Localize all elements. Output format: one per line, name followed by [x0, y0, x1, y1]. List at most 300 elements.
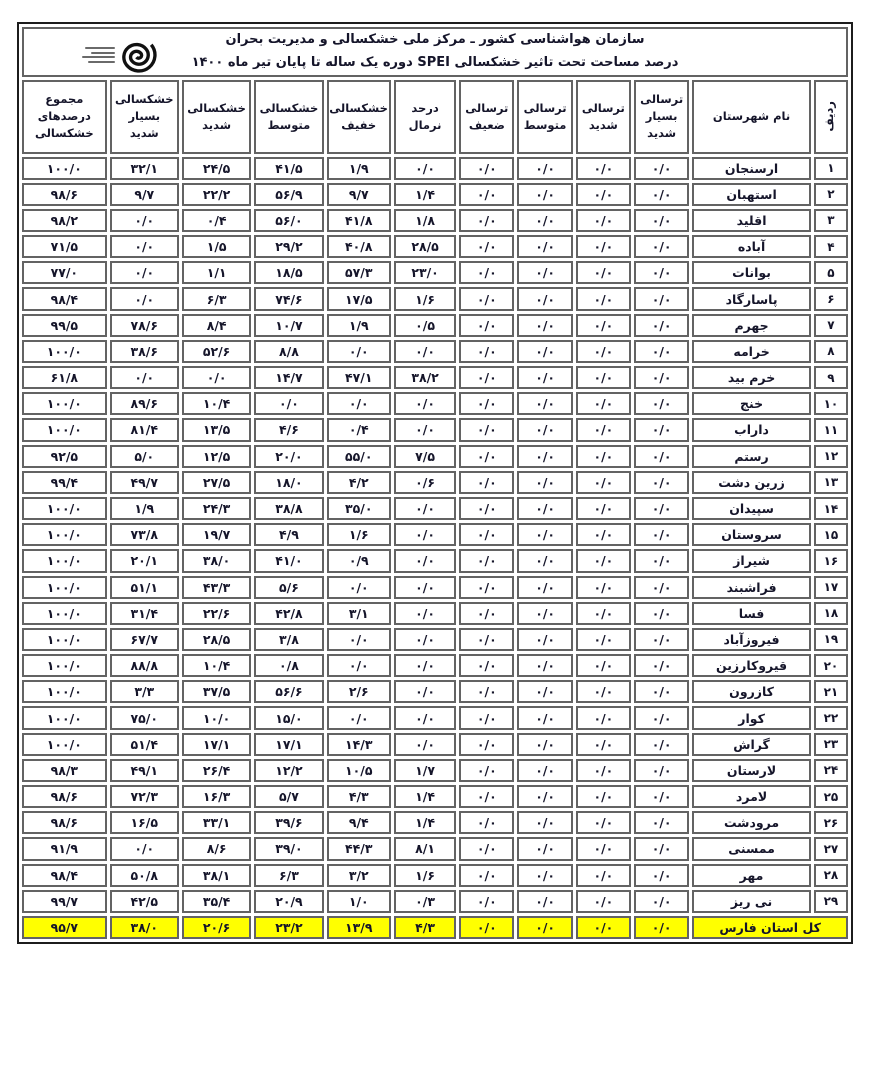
value-cell: ۰/۰ — [517, 706, 572, 729]
value-cell: ۸/۴ — [182, 314, 251, 337]
row-number-cell: ۶ — [814, 287, 848, 310]
county-name-cell: ارسنجان — [692, 157, 811, 180]
value-cell: ۳۱/۴ — [110, 602, 179, 625]
col-drought-very-severe: خشکسالی بسیار شدید — [110, 80, 179, 154]
value-cell: ۱۰۰/۰ — [22, 602, 107, 625]
value-cell: ۵/۷ — [254, 785, 323, 808]
report-subtitle: درصد مساحت تحت تاثیر خشکسالی SPEI دوره یک ساله تا پایان تیر ماه ۱۴۰۰ — [191, 54, 679, 70]
value-cell: ۵۲/۶ — [182, 340, 251, 363]
value-cell: ۰/۰ — [459, 471, 514, 494]
total-value-cell: ۰/۰ — [517, 916, 572, 939]
row-number-cell: ۲۹ — [814, 890, 848, 913]
value-cell: ۱۹/۷ — [182, 523, 251, 546]
value-cell: ۰/۰ — [517, 602, 572, 625]
value-cell: ۰/۰ — [459, 602, 514, 625]
value-cell: ۳/۲ — [327, 864, 391, 887]
col-total-drought: مجموع درصدهای خشکسالی — [22, 80, 107, 154]
col-drought-moderate: خشکسالی متوسط — [254, 80, 323, 154]
value-cell: ۵۶/۹ — [254, 183, 323, 206]
value-cell: ۲/۶ — [327, 680, 391, 703]
value-cell: ۰/۰ — [459, 366, 514, 389]
value-cell: ۳/۳ — [110, 680, 179, 703]
value-cell: ۰/۰ — [517, 157, 572, 180]
value-cell: ۰/۰ — [182, 366, 251, 389]
value-cell: ۰/۰ — [110, 209, 179, 232]
value-cell: ۰/۰ — [459, 235, 514, 258]
table-row — [22, 287, 848, 310]
value-cell: ۲۲/۶ — [182, 602, 251, 625]
value-cell: ۳۹/۶ — [254, 811, 323, 834]
table-row — [22, 706, 848, 729]
value-cell: ۰/۰ — [394, 680, 456, 703]
county-name-cell: استهبان — [692, 183, 811, 206]
value-cell: ۳۸/۶ — [110, 340, 179, 363]
county-name-cell: گراش — [692, 733, 811, 756]
value-cell: ۲۷/۵ — [182, 471, 251, 494]
value-cell: ۱۶/۳ — [182, 785, 251, 808]
header-row — [22, 80, 848, 154]
value-cell: ۱/۸ — [394, 209, 456, 232]
table-row — [22, 733, 848, 756]
value-cell: ۰/۰ — [634, 209, 689, 232]
county-name-cell: بوانات — [692, 261, 811, 284]
row-number-cell: ۲۲ — [814, 706, 848, 729]
value-cell: ۶۱/۸ — [22, 366, 107, 389]
col-normal: درحد نرمال — [394, 80, 456, 154]
value-cell: ۴/۲ — [327, 471, 391, 494]
value-cell: ۰/۰ — [517, 549, 572, 572]
county-name-cell: قیروکارزین — [692, 654, 811, 677]
county-name-cell: پاسارگاد — [692, 287, 811, 310]
value-cell: ۳۵/۰ — [327, 497, 391, 520]
value-cell: ۴۹/۱ — [110, 759, 179, 782]
value-cell: ۰/۰ — [517, 628, 572, 651]
value-cell: ۰/۰ — [517, 471, 572, 494]
value-cell: ۰/۰ — [459, 837, 514, 860]
value-cell: ۱/۱ — [182, 261, 251, 284]
county-name-cell: داراب — [692, 418, 811, 441]
row-number-cell: ۱۶ — [814, 549, 848, 572]
value-cell: ۰/۰ — [517, 654, 572, 677]
value-cell: ۰/۶ — [394, 471, 456, 494]
value-cell: ۳۲/۱ — [110, 157, 179, 180]
value-cell: ۰/۰ — [576, 523, 631, 546]
value-cell: ۱/۴ — [394, 811, 456, 834]
value-cell: ۵۶/۶ — [254, 680, 323, 703]
value-cell: ۰/۰ — [459, 576, 514, 599]
table-row — [22, 497, 848, 520]
value-cell: ۰/۰ — [517, 759, 572, 782]
row-number-cell: ۲۱ — [814, 680, 848, 703]
value-cell: ۷۵/۰ — [110, 706, 179, 729]
value-cell: ۹/۷ — [327, 183, 391, 206]
value-cell: ۰/۰ — [517, 209, 572, 232]
value-cell: ۰/۰ — [327, 654, 391, 677]
value-cell: ۰/۰ — [394, 576, 456, 599]
total-value-cell: ۱۳/۹ — [327, 916, 391, 939]
value-cell: ۰/۰ — [576, 261, 631, 284]
value-cell: ۴/۹ — [254, 523, 323, 546]
value-cell: ۸۸/۸ — [110, 654, 179, 677]
value-cell: ۹۱/۹ — [22, 837, 107, 860]
value-cell: ۳۹/۰ — [254, 837, 323, 860]
value-cell: ۲۳/۰ — [394, 261, 456, 284]
value-cell: ۹/۷ — [110, 183, 179, 206]
value-cell: ۰/۰ — [459, 890, 514, 913]
value-cell: ۰/۰ — [634, 523, 689, 546]
value-cell: ۵۱/۱ — [110, 576, 179, 599]
value-cell: ۳۳/۱ — [182, 811, 251, 834]
table-row — [22, 864, 848, 887]
value-cell: ۰/۰ — [634, 549, 689, 572]
value-cell: ۳۸/۱ — [182, 864, 251, 887]
value-cell: ۴۲/۵ — [110, 890, 179, 913]
value-cell: ۱۰۰/۰ — [22, 706, 107, 729]
table-row — [22, 654, 848, 677]
row-number-cell: ۳ — [814, 209, 848, 232]
value-cell: ۹۲/۵ — [22, 445, 107, 468]
value-cell: ۰/۰ — [576, 549, 631, 572]
value-cell: ۹۸/۴ — [22, 287, 107, 310]
value-cell: ۰/۰ — [459, 418, 514, 441]
value-cell: ۰/۰ — [459, 445, 514, 468]
value-cell: ۰/۰ — [634, 733, 689, 756]
value-cell: ۰/۰ — [576, 366, 631, 389]
value-cell: ۰/۰ — [517, 287, 572, 310]
value-cell: ۷۲/۳ — [110, 785, 179, 808]
value-cell: ۰/۰ — [517, 864, 572, 887]
value-cell: ۰/۳ — [394, 890, 456, 913]
value-cell: ۱۶/۵ — [110, 811, 179, 834]
table-row — [22, 235, 848, 258]
value-cell: ۰/۰ — [576, 785, 631, 808]
value-cell: ۳۸/۸ — [254, 497, 323, 520]
row-number-cell: ۴ — [814, 235, 848, 258]
value-cell: ۰/۰ — [110, 287, 179, 310]
col-row-number: ردیف — [814, 80, 848, 154]
value-cell: ۰/۰ — [517, 392, 572, 415]
value-cell: ۳۷/۵ — [182, 680, 251, 703]
value-cell: ۰/۰ — [327, 706, 391, 729]
total-label-cell: کل استان فارس — [692, 916, 848, 939]
value-cell: ۰/۰ — [634, 261, 689, 284]
value-cell: ۱۸/۵ — [254, 261, 323, 284]
row-number-cell: ۹ — [814, 366, 848, 389]
county-name-cell: جهرم — [692, 314, 811, 337]
value-cell: ۰/۰ — [459, 209, 514, 232]
row-number-cell: ۱۹ — [814, 628, 848, 651]
value-cell: ۱۷/۱ — [182, 733, 251, 756]
value-cell: ۰/۰ — [576, 628, 631, 651]
row-number-cell: ۲۰ — [814, 654, 848, 677]
county-name-cell: خنج — [692, 392, 811, 415]
col-county-name: نام شهرستان — [692, 80, 811, 154]
county-name-cell: اقلید — [692, 209, 811, 232]
value-cell: ۰/۰ — [576, 471, 631, 494]
value-cell: ۰/۰ — [634, 340, 689, 363]
value-cell: ۲۹/۲ — [254, 235, 323, 258]
value-cell: ۵/۰ — [110, 445, 179, 468]
value-cell: ۰/۰ — [459, 261, 514, 284]
col-drought-mild: خشکسالی خفیف — [327, 80, 391, 154]
value-cell: ۰/۰ — [517, 785, 572, 808]
table-row — [22, 549, 848, 572]
table-row — [22, 418, 848, 441]
value-cell: ۱۲/۲ — [254, 759, 323, 782]
value-cell: ۰/۵ — [394, 314, 456, 337]
county-name-cell: مرودشت — [692, 811, 811, 834]
value-cell: ۰/۰ — [459, 549, 514, 572]
value-cell: ۰/۰ — [459, 654, 514, 677]
value-cell: ۰/۰ — [634, 864, 689, 887]
value-cell: ۴۳/۳ — [182, 576, 251, 599]
county-name-cell: فراشبند — [692, 576, 811, 599]
row-number-cell: ۲۷ — [814, 837, 848, 860]
value-cell: ۷۴/۶ — [254, 287, 323, 310]
value-cell: ۰/۰ — [459, 523, 514, 546]
value-cell: ۰/۰ — [394, 418, 456, 441]
value-cell: ۷۳/۸ — [110, 523, 179, 546]
row-number-cell: ۲۸ — [814, 864, 848, 887]
total-value-cell: ۲۳/۲ — [254, 916, 323, 939]
value-cell: ۱/۰ — [327, 890, 391, 913]
value-cell: ۰/۰ — [634, 157, 689, 180]
table-row — [22, 628, 848, 651]
table-row — [22, 680, 848, 703]
value-cell: ۱/۴ — [394, 785, 456, 808]
value-cell: ۰/۰ — [576, 864, 631, 887]
value-cell: ۱۰۰/۰ — [22, 680, 107, 703]
row-number-cell: ۵ — [814, 261, 848, 284]
value-cell: ۴۰/۸ — [327, 235, 391, 258]
value-cell: ۱۰۰/۰ — [22, 733, 107, 756]
value-cell: ۶/۳ — [254, 864, 323, 887]
table-row — [22, 576, 848, 599]
value-cell: ۰/۰ — [394, 523, 456, 546]
value-cell: ۱۰/۵ — [327, 759, 391, 782]
value-cell: ۹۸/۲ — [22, 209, 107, 232]
value-cell: ۰/۰ — [576, 445, 631, 468]
value-cell: ۱/۷ — [394, 759, 456, 782]
value-cell: ۰/۰ — [394, 549, 456, 572]
value-cell: ۰/۰ — [634, 497, 689, 520]
value-cell: ۰/۰ — [517, 366, 572, 389]
value-cell: ۰/۸ — [254, 654, 323, 677]
value-cell: ۶/۳ — [182, 287, 251, 310]
value-cell: ۰/۰ — [327, 392, 391, 415]
value-cell: ۰/۰ — [576, 759, 631, 782]
county-name-cell: شیراز — [692, 549, 811, 572]
value-cell: ۳/۱ — [327, 602, 391, 625]
value-cell: ۰/۰ — [459, 759, 514, 782]
total-value-cell: ۴/۳ — [394, 916, 456, 939]
total-row — [22, 916, 848, 939]
value-cell: ۰/۰ — [576, 287, 631, 310]
value-cell: ۳۸/۲ — [394, 366, 456, 389]
value-cell: ۰/۰ — [254, 392, 323, 415]
spiral-cyclone-icon — [118, 34, 160, 76]
value-cell: ۱۳/۵ — [182, 418, 251, 441]
value-cell: ۰/۰ — [517, 576, 572, 599]
value-cell: ۲۲/۲ — [182, 183, 251, 206]
value-cell: ۹/۴ — [327, 811, 391, 834]
value-cell: ۰/۰ — [110, 235, 179, 258]
value-cell: ۱۴/۳ — [327, 733, 391, 756]
row-number-cell: ۱۳ — [814, 471, 848, 494]
total-value-cell: ۰/۰ — [576, 916, 631, 939]
value-cell: ۱۰۰/۰ — [22, 497, 107, 520]
table-row — [22, 209, 848, 232]
value-cell: ۰/۰ — [576, 811, 631, 834]
county-name-cell: ممسنی — [692, 837, 811, 860]
value-cell: ۰/۰ — [634, 366, 689, 389]
total-value-cell: ۲۰/۶ — [182, 916, 251, 939]
value-cell: ۱/۹ — [327, 314, 391, 337]
value-cell: ۰/۰ — [459, 392, 514, 415]
value-cell: ۰/۰ — [394, 733, 456, 756]
row-number-cell: ۲ — [814, 183, 848, 206]
value-cell: ۵۵/۰ — [327, 445, 391, 468]
county-name-cell: سپیدان — [692, 497, 811, 520]
value-cell: ۰/۰ — [459, 157, 514, 180]
value-cell: ۰/۰ — [459, 183, 514, 206]
table-row — [22, 183, 848, 206]
value-cell: ۴/۶ — [254, 418, 323, 441]
value-cell: ۰/۰ — [327, 340, 391, 363]
row-number-cell: ۱۸ — [814, 602, 848, 625]
value-cell: ۳۵/۴ — [182, 890, 251, 913]
row-number-cell: ۸ — [814, 340, 848, 363]
value-cell: ۰/۰ — [394, 340, 456, 363]
value-cell: ۱۰/۴ — [182, 392, 251, 415]
value-cell: ۰/۰ — [459, 287, 514, 310]
value-cell: ۱۰۰/۰ — [22, 654, 107, 677]
value-cell: ۰/۰ — [459, 680, 514, 703]
value-cell: ۰/۰ — [327, 628, 391, 651]
value-cell: ۱/۵ — [182, 235, 251, 258]
value-cell: ۰/۰ — [576, 890, 631, 913]
value-cell: ۰/۰ — [576, 392, 631, 415]
table-row — [22, 602, 848, 625]
value-cell: ۹۸/۴ — [22, 864, 107, 887]
county-name-cell: نی ریز — [692, 890, 811, 913]
row-number-cell: ۱۰ — [814, 392, 848, 415]
value-cell: ۰/۰ — [634, 418, 689, 441]
value-cell: ۱۰۰/۰ — [22, 418, 107, 441]
value-cell: ۰/۴ — [182, 209, 251, 232]
col-wet-severe: ترسالی شدید — [576, 80, 631, 154]
value-cell: ۰/۰ — [517, 261, 572, 284]
value-cell: ۰/۰ — [517, 523, 572, 546]
value-cell: ۱۰۰/۰ — [22, 392, 107, 415]
county-name-cell: خرم بید — [692, 366, 811, 389]
total-value-cell: ۳۸/۰ — [110, 916, 179, 939]
drought-report-table — [17, 22, 853, 944]
table-row — [22, 392, 848, 415]
value-cell: ۷۸/۶ — [110, 314, 179, 337]
value-cell: ۰/۰ — [517, 418, 572, 441]
value-cell: ۰/۰ — [110, 261, 179, 284]
total-value-cell: ۹۵/۷ — [22, 916, 107, 939]
value-cell: ۰/۰ — [394, 706, 456, 729]
value-cell: ۲۶/۴ — [182, 759, 251, 782]
county-name-cell: فیروزآباد — [692, 628, 811, 651]
county-name-cell: لارستان — [692, 759, 811, 782]
row-number-cell: ۱۵ — [814, 523, 848, 546]
value-cell: ۰/۰ — [576, 235, 631, 258]
table-row — [22, 471, 848, 494]
col-wet-moderate: ترسالی متوسط — [517, 80, 572, 154]
value-cell: ۰/۰ — [394, 157, 456, 180]
value-cell: ۰/۰ — [576, 418, 631, 441]
row-number-cell: ۲۵ — [814, 785, 848, 808]
value-cell: ۰/۰ — [576, 837, 631, 860]
table-row — [22, 261, 848, 284]
row-number-cell: ۱۴ — [814, 497, 848, 520]
value-cell: ۱۰۰/۰ — [22, 157, 107, 180]
value-cell: ۰/۰ — [517, 890, 572, 913]
value-cell: ۱۰/۰ — [182, 706, 251, 729]
county-name-cell: کازرون — [692, 680, 811, 703]
value-cell: ۰/۰ — [110, 366, 179, 389]
value-cell: ۰/۰ — [576, 157, 631, 180]
row-number-cell: ۱ — [814, 157, 848, 180]
value-cell: ۰/۰ — [634, 314, 689, 337]
value-cell: ۹۹/۴ — [22, 471, 107, 494]
value-cell: ۰/۰ — [517, 340, 572, 363]
value-cell: ۰/۰ — [634, 837, 689, 860]
value-cell: ۹۹/۷ — [22, 890, 107, 913]
county-name-cell: کوار — [692, 706, 811, 729]
value-cell: ۲۸/۵ — [182, 628, 251, 651]
value-cell: ۰/۰ — [634, 445, 689, 468]
value-cell: ۰/۰ — [634, 471, 689, 494]
value-cell: ۱/۶ — [327, 523, 391, 546]
county-name-cell: لامرد — [692, 785, 811, 808]
value-cell: ۲۴/۵ — [182, 157, 251, 180]
value-cell: ۰/۰ — [327, 576, 391, 599]
value-cell: ۰/۰ — [576, 680, 631, 703]
county-name-cell: خرامه — [692, 340, 811, 363]
value-cell: ۰/۰ — [576, 733, 631, 756]
row-number-cell: ۱۲ — [814, 445, 848, 468]
value-cell: ۰/۰ — [394, 628, 456, 651]
value-cell: ۱۰۰/۰ — [22, 523, 107, 546]
value-cell: ۴۱/۵ — [254, 157, 323, 180]
table-row — [22, 445, 848, 468]
value-cell: ۹۸/۳ — [22, 759, 107, 782]
value-cell: ۰/۰ — [459, 811, 514, 834]
value-cell: ۰/۰ — [634, 628, 689, 651]
value-cell: ۷۷/۰ — [22, 261, 107, 284]
value-cell: ۴/۳ — [327, 785, 391, 808]
value-cell: ۵۰/۸ — [110, 864, 179, 887]
value-cell: ۹۹/۵ — [22, 314, 107, 337]
value-cell: ۸/۸ — [254, 340, 323, 363]
value-cell: ۰/۰ — [394, 654, 456, 677]
value-cell: ۰/۰ — [634, 706, 689, 729]
table-row — [22, 366, 848, 389]
table-row — [22, 785, 848, 808]
title-cell — [22, 27, 848, 77]
value-cell: ۰/۴ — [327, 418, 391, 441]
value-cell: ۰/۰ — [576, 654, 631, 677]
value-cell: ۴۱/۰ — [254, 549, 323, 572]
col-wet-very-severe: ترسالی بسیار شدید — [634, 80, 689, 154]
value-cell: ۴۲/۸ — [254, 602, 323, 625]
value-cell: ۹۸/۶ — [22, 183, 107, 206]
value-cell: ۱۵/۰ — [254, 706, 323, 729]
